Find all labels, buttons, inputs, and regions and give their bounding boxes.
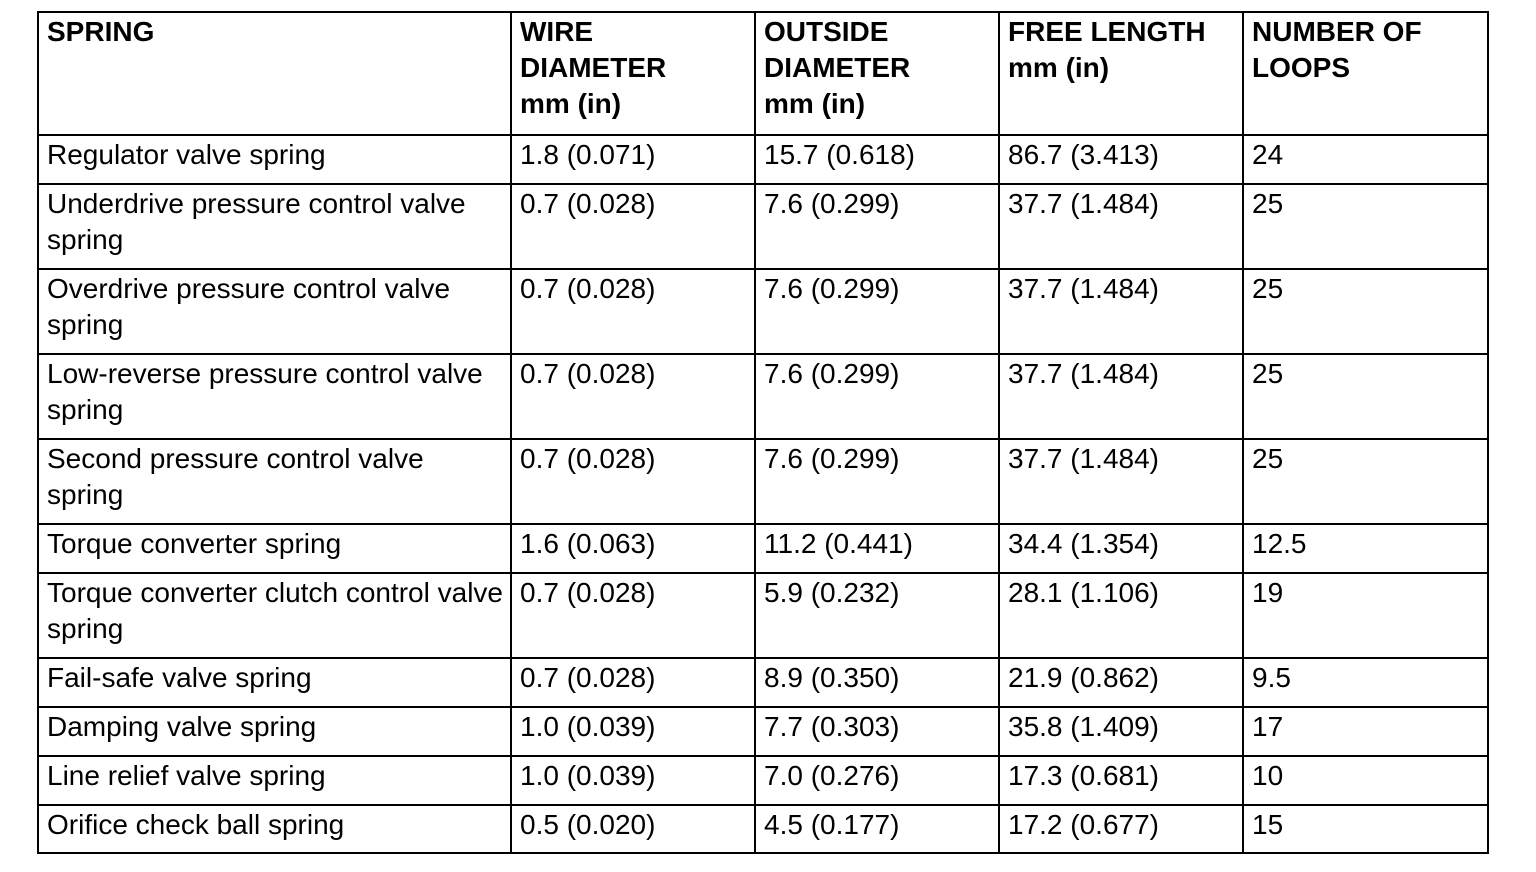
cell-number-of-loops: 10 <box>1243 756 1488 805</box>
cell-outside-diameter: 5.9 (0.232) <box>755 573 999 658</box>
cell-spring: Line relief valve spring <box>38 756 511 805</box>
cell-outside-diameter: 7.6 (0.299) <box>755 439 999 524</box>
cell-outside-diameter: 7.7 (0.303) <box>755 707 999 756</box>
cell-outside-diameter: 11.2 (0.441) <box>755 524 999 573</box>
cell-free-length: 17.2 (0.677) <box>999 805 1243 853</box>
cell-number-of-loops: 15 <box>1243 805 1488 853</box>
table-row <box>38 573 1488 658</box>
header-wire-diameter: WIRE DIAMETER mm (in) <box>511 12 755 135</box>
cell-number-of-loops: 17 <box>1243 707 1488 756</box>
spring-spec-table <box>37 11 1489 854</box>
cell-outside-diameter: 8.9 (0.350) <box>755 658 999 707</box>
cell-spring: Low-reverse pressure control valve spring <box>38 354 511 439</box>
header-free-length: FREE LENGTH mm (in) <box>999 12 1243 135</box>
cell-free-length: 34.4 (1.354) <box>999 524 1243 573</box>
cell-outside-diameter: 15.7 (0.618) <box>755 135 999 184</box>
cell-number-of-loops: 25 <box>1243 269 1488 354</box>
cell-spring: Damping valve spring <box>38 707 511 756</box>
table-row <box>38 805 1488 853</box>
table-row <box>38 184 1488 269</box>
cell-wire-diameter: 1.6 (0.063) <box>511 524 755 573</box>
cell-wire-diameter: 1.0 (0.039) <box>511 707 755 756</box>
table-row <box>38 354 1488 439</box>
cell-number-of-loops: 9.5 <box>1243 658 1488 707</box>
cell-wire-diameter: 0.5 (0.020) <box>511 805 755 853</box>
header-number-of-loops: NUMBER OF LOOPS <box>1243 12 1488 135</box>
cell-wire-diameter: 0.7 (0.028) <box>511 269 755 354</box>
cell-number-of-loops: 19 <box>1243 573 1488 658</box>
cell-free-length: 37.7 (1.484) <box>999 354 1243 439</box>
cell-spring: Torque converter clutch control valve spring <box>38 573 511 658</box>
cell-free-length: 86.7 (3.413) <box>999 135 1243 184</box>
table-row <box>38 135 1488 184</box>
cell-spring: Underdrive pressure control valve spring <box>38 184 511 269</box>
header-outside-diameter: OUTSIDE DIAMETER mm (in) <box>755 12 999 135</box>
cell-free-length: 21.9 (0.862) <box>999 658 1243 707</box>
cell-spring: Overdrive pressure control valve spring <box>38 269 511 354</box>
cell-wire-diameter: 0.7 (0.028) <box>511 184 755 269</box>
cell-wire-diameter: 0.7 (0.028) <box>511 439 755 524</box>
cell-number-of-loops: 25 <box>1243 354 1488 439</box>
cell-free-length: 28.1 (1.106) <box>999 573 1243 658</box>
table-row <box>38 269 1488 354</box>
cell-outside-diameter: 7.6 (0.299) <box>755 269 999 354</box>
cell-number-of-loops: 25 <box>1243 184 1488 269</box>
table-row <box>38 524 1488 573</box>
cell-free-length: 37.7 (1.484) <box>999 439 1243 524</box>
cell-spring: Second pressure control valve spring <box>38 439 511 524</box>
cell-number-of-loops: 25 <box>1243 439 1488 524</box>
cell-wire-diameter: 0.7 (0.028) <box>511 573 755 658</box>
cell-outside-diameter: 4.5 (0.177) <box>755 805 999 853</box>
cell-outside-diameter: 7.6 (0.299) <box>755 184 999 269</box>
cell-free-length: 17.3 (0.681) <box>999 756 1243 805</box>
cell-outside-diameter: 7.0 (0.276) <box>755 756 999 805</box>
cell-spring: Torque converter spring <box>38 524 511 573</box>
cell-free-length: 37.7 (1.484) <box>999 269 1243 354</box>
cell-wire-diameter: 0.7 (0.028) <box>511 354 755 439</box>
cell-spring: Orifice check ball spring <box>38 805 511 853</box>
cell-free-length: 35.8 (1.409) <box>999 707 1243 756</box>
cell-wire-diameter: 1.8 (0.071) <box>511 135 755 184</box>
table-header-row <box>38 12 1488 135</box>
table-row <box>38 439 1488 524</box>
table-row <box>38 756 1488 805</box>
cell-wire-diameter: 1.0 (0.039) <box>511 756 755 805</box>
header-spring: SPRING <box>38 12 511 135</box>
cell-spring: Fail-safe valve spring <box>38 658 511 707</box>
cell-number-of-loops: 12.5 <box>1243 524 1488 573</box>
cell-number-of-loops: 24 <box>1243 135 1488 184</box>
cell-wire-diameter: 0.7 (0.028) <box>511 658 755 707</box>
cell-free-length: 37.7 (1.484) <box>999 184 1243 269</box>
table-row <box>38 658 1488 707</box>
table-row <box>38 707 1488 756</box>
cell-spring: Regulator valve spring <box>38 135 511 184</box>
cell-outside-diameter: 7.6 (0.299) <box>755 354 999 439</box>
